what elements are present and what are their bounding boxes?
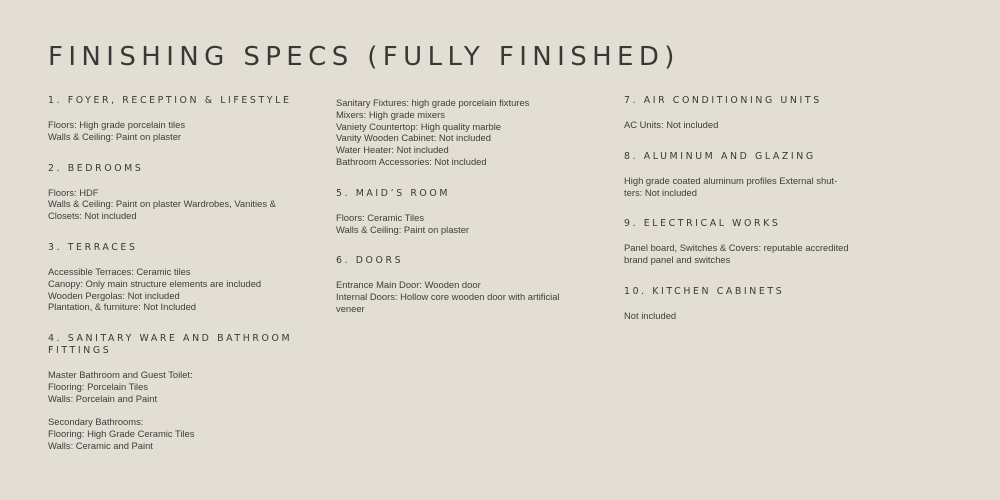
spec-line: Walls: Porcelain and Paint <box>48 392 158 404</box>
spec-line: Wooden Pergolas: Not included <box>48 289 180 301</box>
spec-line: Vanity Wooden Cabinet: Not included <box>336 132 491 144</box>
spec-line: Canopy: Only main structure elements are included <box>48 277 262 289</box>
section-terraces <box>48 242 298 313</box>
section-maids-room <box>336 188 586 236</box>
spec-line: Sanitary Fixtures: high grade porcelain fixtures <box>336 97 530 108</box>
section-heading: 3. TERRACES <box>48 241 138 253</box>
spec-line: Plantation, & furniture: Not Included <box>48 301 197 313</box>
spec-line: Panel board, Switches & Covers: reputable accredited <box>624 242 849 254</box>
specs-column-2 <box>336 97 586 335</box>
spec-line: Not included <box>624 309 677 321</box>
section-heading: 5. MAID’S ROOM <box>336 187 451 199</box>
spec-line: AC Units: Not included <box>624 119 719 130</box>
section-heading: 8. ALUMINUM AND GLAZING <box>624 150 816 162</box>
section-heading: 6. DOORS <box>336 255 404 267</box>
section-heading-line: 4. SANITARY WARE AND BATHROOM <box>48 333 293 345</box>
spec-line: Flooring: Porcelain Tiles <box>48 380 149 392</box>
specs-column-3 <box>624 95 864 342</box>
spec-line: Floors: High grade porcelain tiles <box>48 119 186 130</box>
spec-line: veneer <box>336 302 365 314</box>
section-heading: 2. BEDROOMS <box>48 162 144 174</box>
section-foyer <box>48 95 298 143</box>
spec-line: Vaniety Countertop: High quality marble <box>336 120 502 132</box>
spec-line: ters: Not included <box>624 186 697 198</box>
spec-line: Accessible Terraces: Ceramic tiles <box>48 265 191 277</box>
section-sanitary-ware <box>48 333 298 452</box>
section-bedrooms <box>48 163 298 222</box>
spec-line: Secondary Bathrooms: <box>48 416 144 428</box>
spec-line: Mixers: High grade mixers <box>336 108 445 120</box>
spec-line: brand panel and switches <box>624 254 731 266</box>
spec-line: Walls & Ceiling: Paint on plaster <box>48 130 182 142</box>
section-heading: 9. ELECTRICAL WORKS <box>624 218 781 230</box>
spec-line: Walls: Ceramic and Paint <box>48 439 153 451</box>
spec-line: Floors: Ceramic Tiles <box>336 211 425 223</box>
section-heading: 7. AIR CONDITIONING UNITS <box>624 95 822 106</box>
section-air-conditioning <box>624 95 864 131</box>
spec-line: Internal Doors: Hollow core wooden door with artificial <box>336 291 560 303</box>
spec-line: Entrance Main Door: Wooden door <box>336 279 481 291</box>
section-sanitary-continued <box>336 97 586 168</box>
spec-line: Walls & Ceiling: Paint on plaster Wardrobes, Vanities & <box>48 198 276 210</box>
section-heading: 1. FOYER, RECEPTION & LIFESTYLE <box>48 95 292 106</box>
section-aluminum-glazing <box>624 151 864 199</box>
spec-line: Bathroom Accessories: Not included <box>336 155 487 167</box>
page-title: FINISHING SPECS (FULLY FINISHED) <box>48 42 680 72</box>
spec-line: Water Heater: Not included <box>336 144 449 156</box>
section-heading <box>48 333 298 357</box>
section-electrical-works <box>624 218 864 266</box>
specs-column-1 <box>48 95 298 472</box>
spec-line: Flooring: High Grade Ceramic Tiles <box>48 428 195 440</box>
spec-line: Floors: HDF <box>48 186 99 198</box>
section-doors <box>336 255 586 314</box>
spec-line: Walls & Ceiling: Paint on plaster <box>336 223 470 235</box>
section-kitchen-cabinets <box>624 286 864 322</box>
spec-line: Master Bathroom and Guest Toilet: <box>48 369 193 381</box>
spacer <box>48 405 298 417</box>
section-heading-line: FITTINGS <box>48 345 112 357</box>
section-heading: 10. KITCHEN CABINETS <box>624 285 785 297</box>
spec-line: High grade coated aluminum profiles External shut- <box>624 174 838 186</box>
spec-line: Closets: Not included <box>48 210 137 222</box>
